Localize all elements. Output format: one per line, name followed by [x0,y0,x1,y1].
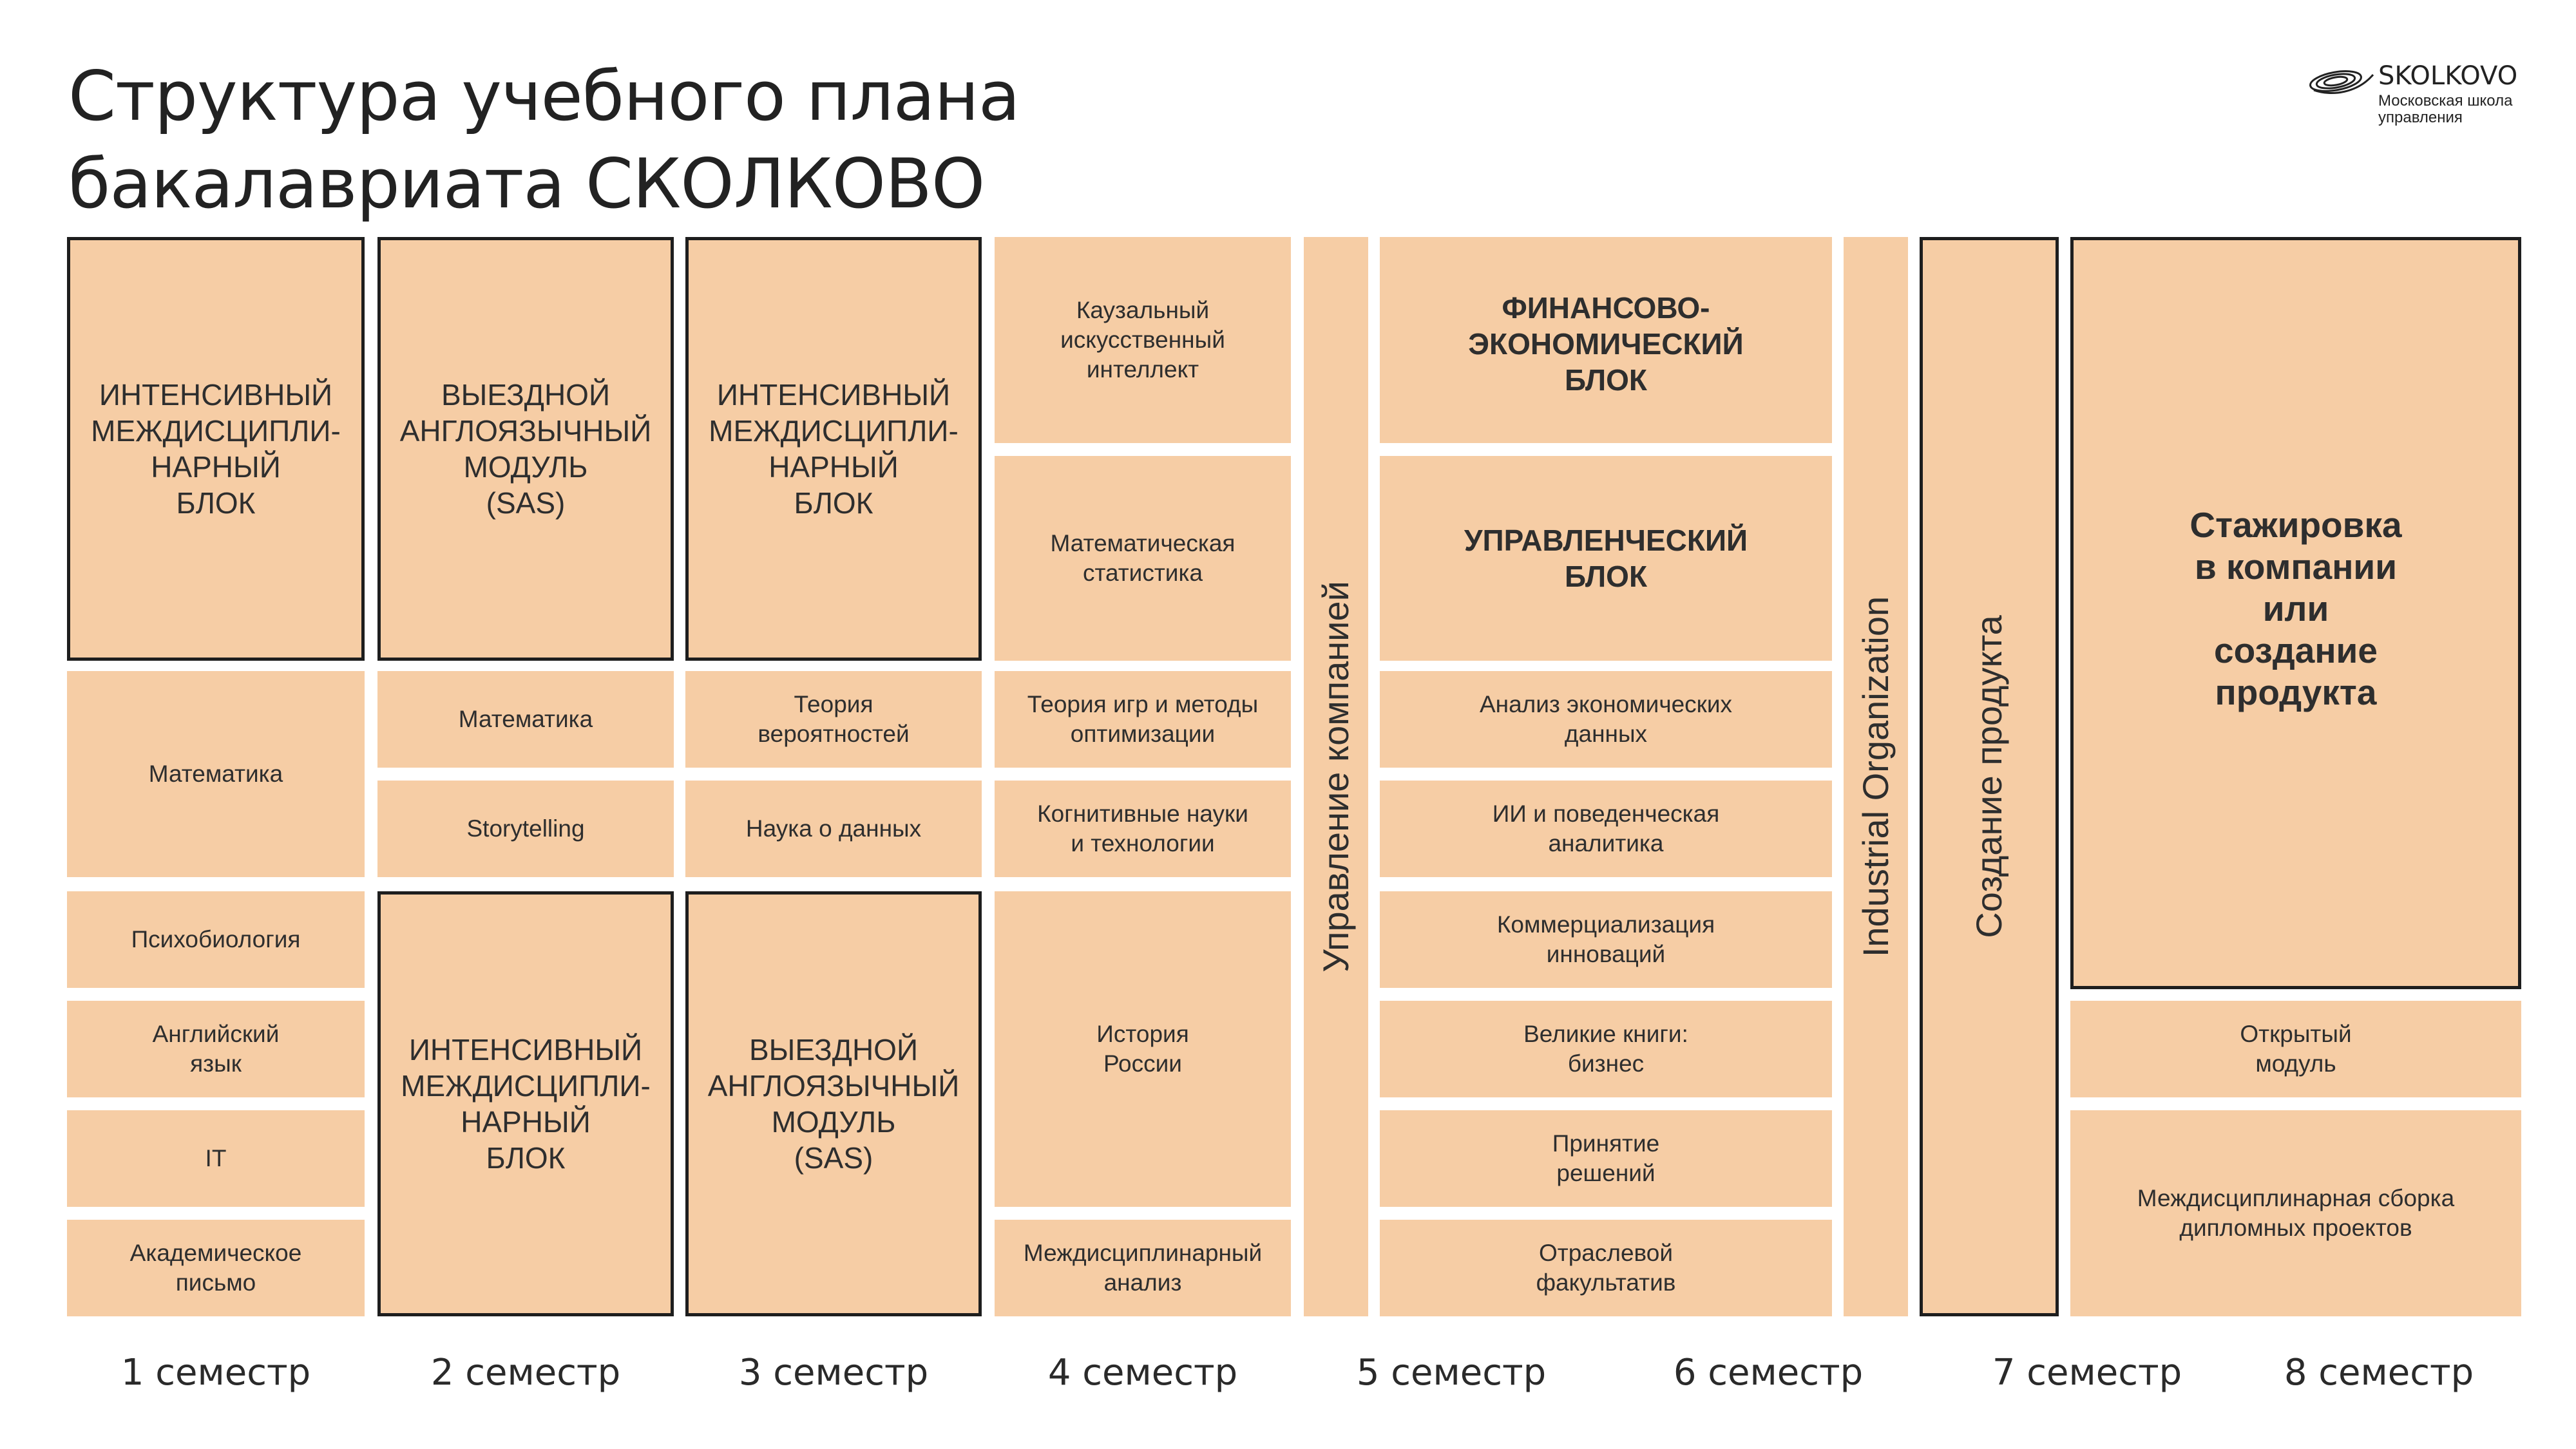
s1-english: Английский язык [67,1001,365,1097]
s2-storytelling: Storytelling [377,781,674,877]
semester-label-3: 3 семестр [738,1352,929,1394]
s3-probability-theory: Теория вероятностей [685,671,982,768]
page-title [68,53,1020,228]
product-creation-column [1920,237,2059,1316]
s4-history-of-russia: История России [995,891,1291,1207]
s1-psychobiology: Психобиология [67,891,365,988]
economic-data-analysis: Анализ экономических данных [1380,671,1832,768]
skolkovo-logo [2306,57,2538,128]
page-title-line-1: Структура учебного плана [68,57,1020,136]
semester-label-6: 6 семестр [1673,1352,1864,1394]
s3-data-science: Наука о данных [685,781,982,877]
company-management-label: Управление компанией [1315,581,1356,972]
semester-label-8: 8 семестр [2284,1352,2474,1394]
skolkovo-orbit-logo-icon [2306,61,2376,102]
s3-sas-module: ВЫЕЗДНОЙ АНГЛОЯЗЫЧНЫЙ МОДУЛЬ (SAS) [685,891,982,1316]
management-block: УПРАВЛЕНЧЕСКИЙ БЛОК [1380,456,1832,661]
semester-label-5: 5 семестр [1356,1352,1547,1394]
innovation-commercialization: Коммерциализация инноваций [1380,891,1832,988]
internship-block: Стажировка в компании или создание продукта [2070,237,2521,989]
logo-subtitle: Московская школа управления [2378,92,2513,126]
s4-mathematical-statistics: Математическая статистика [995,456,1291,661]
industrial-organization-label: Industrial Organization [1855,596,1896,958]
semester-label-2: 2 семестр [430,1352,621,1394]
finance-economics-block: ФИНАНСОВО- ЭКОНОМИЧЕСКИЙ БЛОК [1380,237,1832,443]
page-title-line-2: бакалавриата СКОЛКОВО [68,144,985,223]
s1-it: IT [67,1110,365,1207]
diploma-projects: Междисциплинарная сборка дипломных проектов [2070,1110,2521,1316]
open-module: Открытый модуль [2070,1001,2521,1097]
s2-mathematics: Математика [377,671,674,768]
ai-behavioral-analytics: ИИ и поведенческая аналитика [1380,781,1832,877]
s1-academic-writing: Академическое письмо [67,1220,365,1316]
product-creation-label: Создание продукта [1969,615,2009,938]
s2-sas-module: ВЫЕЗДНОЙ АНГЛОЯЗЫЧНЫЙ МОДУЛЬ (SAS) [377,237,674,661]
s4-game-theory: Теория игр и методы оптимизации [995,671,1291,768]
semester-label-7: 7 семестр [1992,1352,2182,1394]
great-books-business: Великие книги: бизнес [1380,1001,1832,1097]
s1-intensive-block: ИНТЕНСИВНЫЙ МЕЖДИСЦИПЛИ- НАРНЫЙ БЛОК [67,237,365,661]
s1-mathematics: Математика [67,671,365,877]
s4-causal-ai: Каузальный искусственный интеллект [995,237,1291,443]
s4-cognitive-sciences: Когнитивные науки и технологии [995,781,1291,877]
decision-making: Принятие решений [1380,1110,1832,1207]
s4-interdisciplinary-analysis: Междисциплинарный анализ [995,1220,1291,1316]
s2-intensive-block: ИНТЕНСИВНЫЙ МЕЖДИСЦИПЛИ- НАРНЫЙ БЛОК [377,891,674,1316]
semester-label-1: 1 семестр [120,1352,311,1394]
semester-label-4: 4 семестр [1047,1352,1238,1394]
industrial-organization-column [1844,237,1908,1316]
s3-intensive-block: ИНТЕНСИВНЫЙ МЕЖДИСЦИПЛИ- НАРНЫЙ БЛОК [685,237,982,661]
logo-name: SKOLKOVO [2378,61,2518,91]
industry-elective: Отраслевой факультатив [1380,1220,1832,1316]
company-management-column [1304,237,1368,1316]
